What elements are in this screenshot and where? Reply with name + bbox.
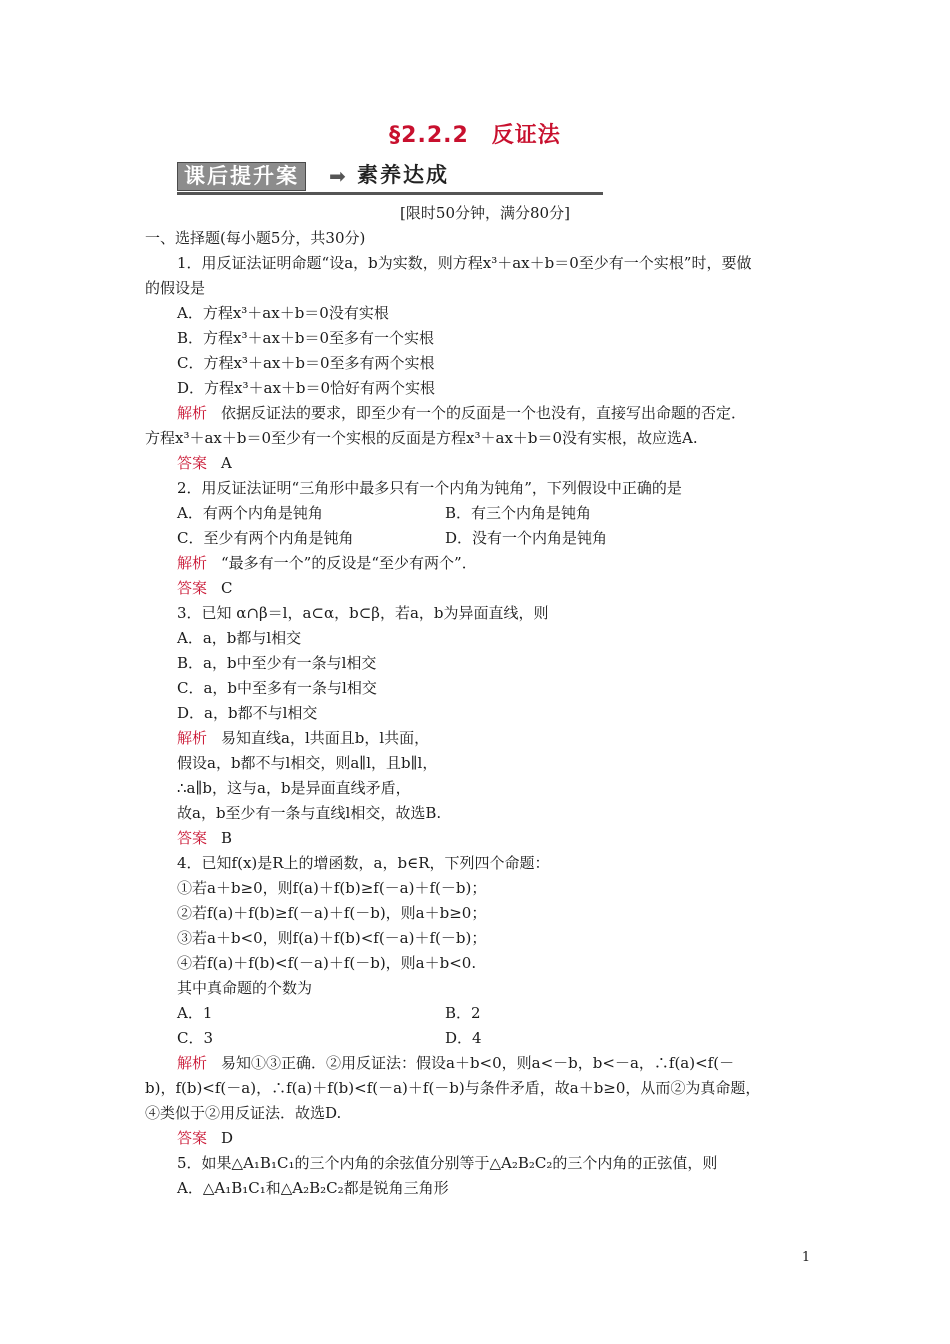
analysis-text: 依据反证法的要求，即至少有一个的反面是一个也没有，直接写出命题的否定．: [221, 404, 747, 422]
q4-option-d: D．4: [445, 1029, 482, 1047]
q1-option-b: B．方程x³＋ax＋b＝0至多有一个实根: [177, 329, 435, 347]
q4-analysis-line2: b)，f(b)<f(－a)，∴f(a)＋f(b)<f(－a)＋f(－b)与条件矛盾，故a＋b≥0，从而②为真命题，: [145, 1079, 761, 1097]
q3-option-b: B．a，b中至少有一条与l相交: [177, 654, 377, 672]
q4-proposition-1: ①若a＋b≥0，则f(a)＋f(b)≥f(－a)＋f(－b)；: [177, 879, 487, 897]
page-number: 1: [801, 1250, 811, 1265]
q4-analysis-line3: ④类似于②用反证法．故选D.: [145, 1104, 342, 1122]
q2-analysis: [145, 551, 825, 576]
q1-option-d: D．方程x³＋ax＋b＝0恰好有两个实根: [177, 379, 436, 397]
q3-option-a: A．a，b都与l相交: [177, 629, 302, 647]
q1-stem-line1: 1．用反证法证明命题“设a，b为实数，则方程x³＋ax＋b＝0至少有一个实根”时，要做: [177, 254, 752, 272]
banner-label-literacy: 素养达成: [357, 163, 449, 187]
q3-analysis-line4: 故a，b至少有一条与直线l相交，故选B.: [177, 804, 442, 822]
q3-answer: [145, 826, 825, 851]
q5-option-a: A．△A₁B₁C₁和△A₂B₂C₂都是锐角三角形: [177, 1179, 449, 1197]
q4-options-row2: [145, 1026, 825, 1051]
q4-proposition-4: ④若f(a)＋f(b)<f(－a)＋f(－b)，则a＋b<0.: [177, 954, 477, 972]
answer-label: 答案: [177, 579, 208, 597]
page-title: §2.2.2 反证法: [389, 123, 561, 148]
q3-stem: 3．已知 α∩β＝l，a⊂α，b⊂β，若a，b为异面直线，则: [177, 604, 549, 622]
answer-value: C: [221, 579, 233, 597]
q1-answer: [145, 451, 825, 476]
q5-stem: 5．如果△A₁B₁C₁的三个内角的余弦值分别等于△A₂B₂C₂的三个内角的正弦值，则: [177, 1154, 718, 1172]
q1-stem-line2: 的假设是: [145, 279, 206, 297]
section-heading: 一、选择题(每小题5分，共30分): [145, 229, 366, 247]
q4-option-c: C．3: [177, 1029, 214, 1047]
answer-value: D: [221, 1129, 234, 1147]
banner-label-after-class: 课后提升案: [177, 162, 306, 191]
answer-value: B: [221, 829, 233, 847]
q2-options-row2: [145, 526, 825, 551]
analysis-text: 易知①③正确．②用反证法：假设a＋b<0，则a<－b，b<－a，∴f(a)<f(－: [221, 1054, 735, 1072]
q4-answer: [145, 1126, 825, 1151]
q1-analysis-line2: 方程x³＋ax＋b＝0至少有一个实根的反面是方程x³＋ax＋b＝0没有实根，故应选A.: [145, 429, 698, 447]
q3-option-d: D．a，b都不与l相交: [177, 704, 318, 722]
answer-label: 答案: [177, 829, 208, 847]
q1-analysis-line1: [145, 401, 825, 426]
q4-proposition-3: ③若a＋b<0，则f(a)＋f(b)<f(－a)＋f(－b)；: [177, 929, 487, 947]
q4-option-a: A．1: [177, 1004, 213, 1022]
q4-options-row1: [145, 1001, 825, 1026]
q4-ask: 其中真命题的个数为: [177, 979, 313, 997]
answer-label: 答案: [177, 454, 208, 472]
q4-stem: 4．已知f(x)是R上的增函数，a，b∈R，下列四个命题：: [177, 854, 550, 872]
q1-option-c: C．方程x³＋ax＋b＝0至多有两个实根: [177, 354, 435, 372]
document-body: [145, 201, 825, 1201]
analysis-text: “最多有一个”的反设是“至少有两个”．: [221, 554, 477, 572]
q1-option-a: A．方程x³＋ax＋b＝0没有实根: [177, 304, 389, 322]
answer-label: 答案: [177, 1129, 208, 1147]
q4-analysis-line1: [145, 1051, 825, 1076]
time-limit: [限时50分钟，满分80分]: [400, 204, 570, 222]
q2-option-a: A．有两个内角是钝角: [177, 504, 323, 522]
section-banner: [177, 160, 603, 195]
q2-stem: 2．用反证法证明“三角形中最多只有一个内角为钝角”，下列假设中正确的是: [177, 479, 682, 497]
analysis-label: 解析: [177, 404, 208, 422]
answer-value: A: [221, 454, 232, 472]
analysis-label: 解析: [177, 729, 208, 747]
q2-option-b: B．有三个内角是钝角: [445, 504, 592, 522]
analysis-text: 易知直线a，l共面且b，l共面，: [221, 729, 430, 747]
q3-analysis-line2: 假设a，b都不与l相交，则a∥l，且b∥l，: [177, 754, 438, 772]
q2-answer: [145, 576, 825, 601]
q4-option-b: B．2: [445, 1004, 481, 1022]
q2-option-c: C．至少有两个内角是钝角: [177, 529, 354, 547]
q4-proposition-2: ②若f(a)＋f(b)≥f(－a)＋f(－b)，则a＋b≥0；: [177, 904, 487, 922]
q2-options-row1: [145, 501, 825, 526]
q2-option-d: D．没有一个内角是钝角: [445, 529, 608, 547]
arrow-right-icon: ➡: [329, 164, 346, 188]
q3-analysis-line3: ∴a∥b，这与a，b是异面直线矛盾，: [177, 779, 411, 797]
analysis-label: 解析: [177, 1054, 208, 1072]
analysis-label: 解析: [177, 554, 208, 572]
q3-option-c: C．a，b中至多有一条与l相交: [177, 679, 377, 697]
q3-analysis-line1: [145, 726, 825, 751]
